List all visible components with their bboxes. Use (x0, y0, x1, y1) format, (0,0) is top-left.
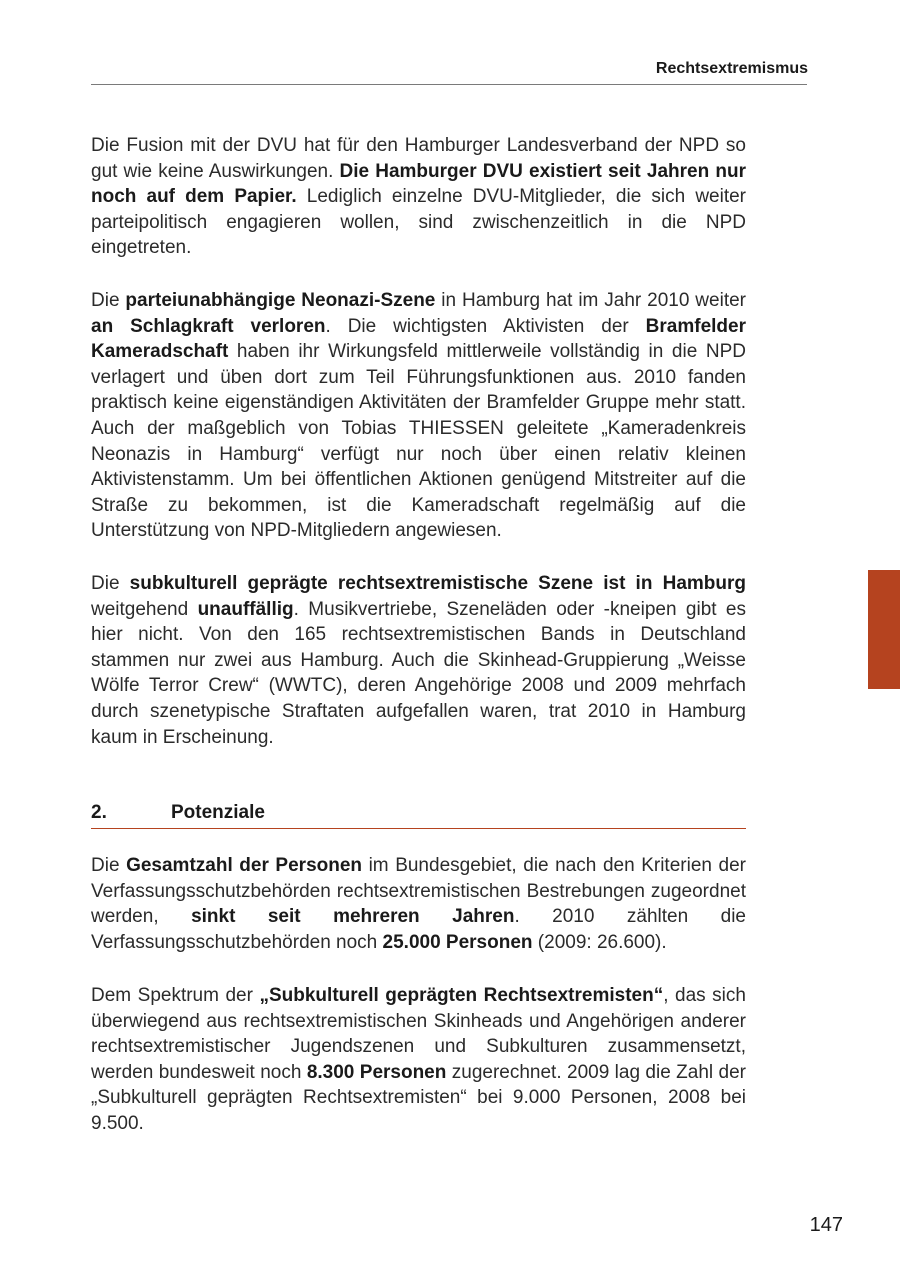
paragraph-subkultur (91, 571, 746, 750)
text-run: Die Fusion mit der DVU hat für den Hamburger Landesverband der NPD so gut wie keine Auswirkungen. (91, 135, 746, 182)
text-run: Dem Spektrum der (91, 985, 260, 1006)
section-heading (91, 802, 746, 829)
paragraph-dvu-fusion (91, 133, 746, 261)
text-run: weitgehend (91, 598, 198, 620)
bold-text-run: subkulturell geprägte rechtsextremistische Szene ist in Hamburg (129, 573, 746, 594)
paragraph-subkulturell-gepraegt (91, 983, 746, 1137)
section-number: 2. (91, 802, 107, 823)
running-header-title: Rechtsextremismus (655, 60, 808, 77)
text-run: . Musikvertriebe, Szeneläden oder -kneipen gibt es hier nicht. Von den 165 rechtsextremistischen Bands in Deutschland stammen nur zwei aus Hamburg. Auch die Skinhead-Gruppierung „Weisse Wölfe Terror Crew“ (WWTC), deren Angehörige 2008 und 2009 mehrfach durch szenetypische Straftaten aufgefallen waren, trat 2010 in Hamburg kaum in Erscheinung. (91, 598, 746, 748)
text-run: . Die wichtigsten Aktivisten der (325, 315, 646, 337)
chapter-tab-marker (868, 570, 900, 689)
bold-text-run: 8.300 Personen (306, 1061, 447, 1083)
bold-text-run: unauffällig (197, 598, 294, 620)
text-run: Die (91, 573, 130, 594)
text-run: im Bundesgebiet, die nach den Kriterien der Verfassungsschutzbehörden rechtsextremistischen Bestrebungen zugeordnet werden, (91, 855, 746, 928)
text-run: Lediglich einzelne DVU-Mitglieder, die sich weiter parteipolitisch engagieren wollen, sind zwischenzeitlich in die NPD eingetreten. (91, 186, 747, 259)
text-run: haben ihr Wirkungsfeld mittlerweile vollständig in die NPD verlagert und üben dort zum Teil Führungsfunktionen aus. 2010 fanden praktisch keine eigenständigen Aktivitäten der Bramfelder Gruppe mehr statt. Auch der maßgeblich von Tobias THIESSEN geleitete „Kameradenkreis Neonazis in Hamburg“ verfügt nur noch über einen relativ kleinen Aktivistenstamm. Um bei öffentlichen Aktionen genügend Mitstreiter auf die Straße zu bekommen, ist die Kameradschaft regelmäßig auf die Unterstützung von NPD-Mitgliedern angewiesen. (91, 341, 746, 542)
bold-text-run: Gesamtzahl der Personen (126, 855, 363, 876)
text-run: Die (91, 290, 126, 311)
bold-text-run: Die Hamburger DVU existiert seit Jahren nur noch auf dem Papier. (91, 160, 746, 208)
bold-text-run: sinkt seit mehreren Jahren (191, 906, 515, 928)
text-run: in Hamburg hat im Jahr 2010 weiter (435, 290, 746, 311)
text-run: (2009: 26.600). (532, 931, 667, 953)
text-run: . 2010 zählten die Verfassungsschutzbehörden noch (91, 906, 746, 953)
section-title: Potenziale (171, 802, 265, 823)
text-run: zugerechnet. 2009 lag die Zahl der „Subkulturell geprägten Rechtsextremisten“ bei 9.000 Personen, 2008 bei 9.500. (91, 1061, 746, 1134)
bold-text-run: parteiunabhängige Neonazi-Szene (125, 290, 436, 311)
text-run: , das sich überwiegend aus rechtsextremistischen Skinheads und Angehörigen anderer rechtsextremistischer Jugendszenen und Subkulturen zusammensetzt, werden bundesweit noch (91, 985, 746, 1083)
text-run: Die (91, 855, 127, 876)
bold-text-run: „Subkulturell geprägten Rechtsextremisten“ (259, 985, 664, 1006)
paragraph-neonazi-szene (91, 288, 746, 544)
page-number: 147 (809, 1214, 843, 1236)
paragraph-gesamtzahl (91, 853, 746, 955)
header-divider (91, 84, 807, 85)
bold-text-run: an Schlagkraft verloren (91, 315, 326, 337)
bold-text-run: 25.000 Personen (382, 931, 533, 953)
bold-text-run: Bramfelder Kameradschaft (91, 315, 746, 363)
